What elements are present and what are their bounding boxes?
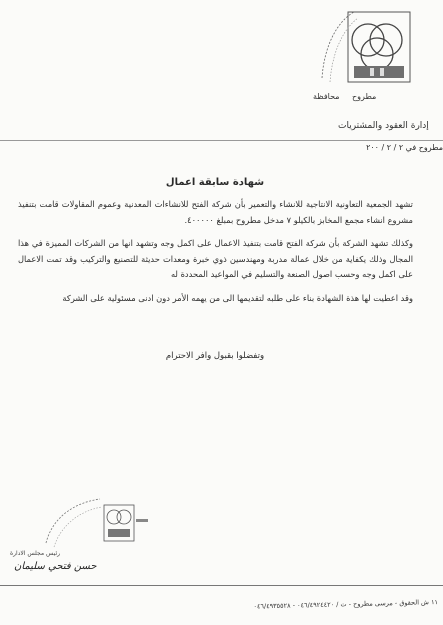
certificate-body — [18, 197, 413, 314]
date-line: مطروح في ٢ / ٢ / ٢٠٠ — [366, 143, 443, 152]
paragraph-2: وكذلك تشهد الشركة بأن شركة الفتح قامت بتنفيذ الاعمال على اكمل وجه وتشهد انها من الشركات المميزة في هذا المجال وذلك يكفاية من خلال عمالة مدربة ومهندسين ذوي خبرة ومعدات حديثة للتصنيع والتركيب وقد تمت الاعمال على اكمل وجه وحسب اصول الصنعة والتسليم في المواعيد المحددة له — [18, 238, 413, 279]
organization-logo — [318, 8, 423, 93]
footer-divider — [0, 585, 443, 586]
department-label: إدارة العقود والمشتريات — [338, 121, 429, 131]
paragraph-3: وقد اعطيت لها هذة الشهادة بناء على طلبه لتقديمها الى من يهمه الأمر دون ادنى مسئولية على الشركة — [62, 292, 413, 303]
seal-label: مطروح — [352, 92, 377, 101]
footer-address: ١١ ش الحقوق - مرسى مطروح - ت / ٠٤٦/٤٩٢٤٤٢٠ - ٠٤٦/٤٩٣٥٥٢٨ — [253, 598, 439, 611]
closing-line: وتفضلوا بقبول وافر الاحترام — [165, 351, 265, 361]
paragraph-1: تشهد الجمعية التعاونية الانتاجية للانشاء والتعمير بأن شركة الفتح للانشاءات المعدنية وعموم المقاولات قامت بتنفيذ مشروع انشاء مجمع المخابز بالكيلو ٧ مدخل مطروح بمبلغ ٤٠٠٠٠٠. — [18, 199, 413, 225]
governorate-label: محافظة — [313, 92, 340, 101]
signatory-title: رئيس مجلس الادارة — [10, 550, 61, 557]
official-stamp — [42, 497, 152, 552]
certificate-title: شهادة سابقة اعمال — [165, 177, 265, 188]
signatory-name: حسن فتحي سليمان — [14, 561, 97, 572]
header-divider — [0, 140, 443, 141]
